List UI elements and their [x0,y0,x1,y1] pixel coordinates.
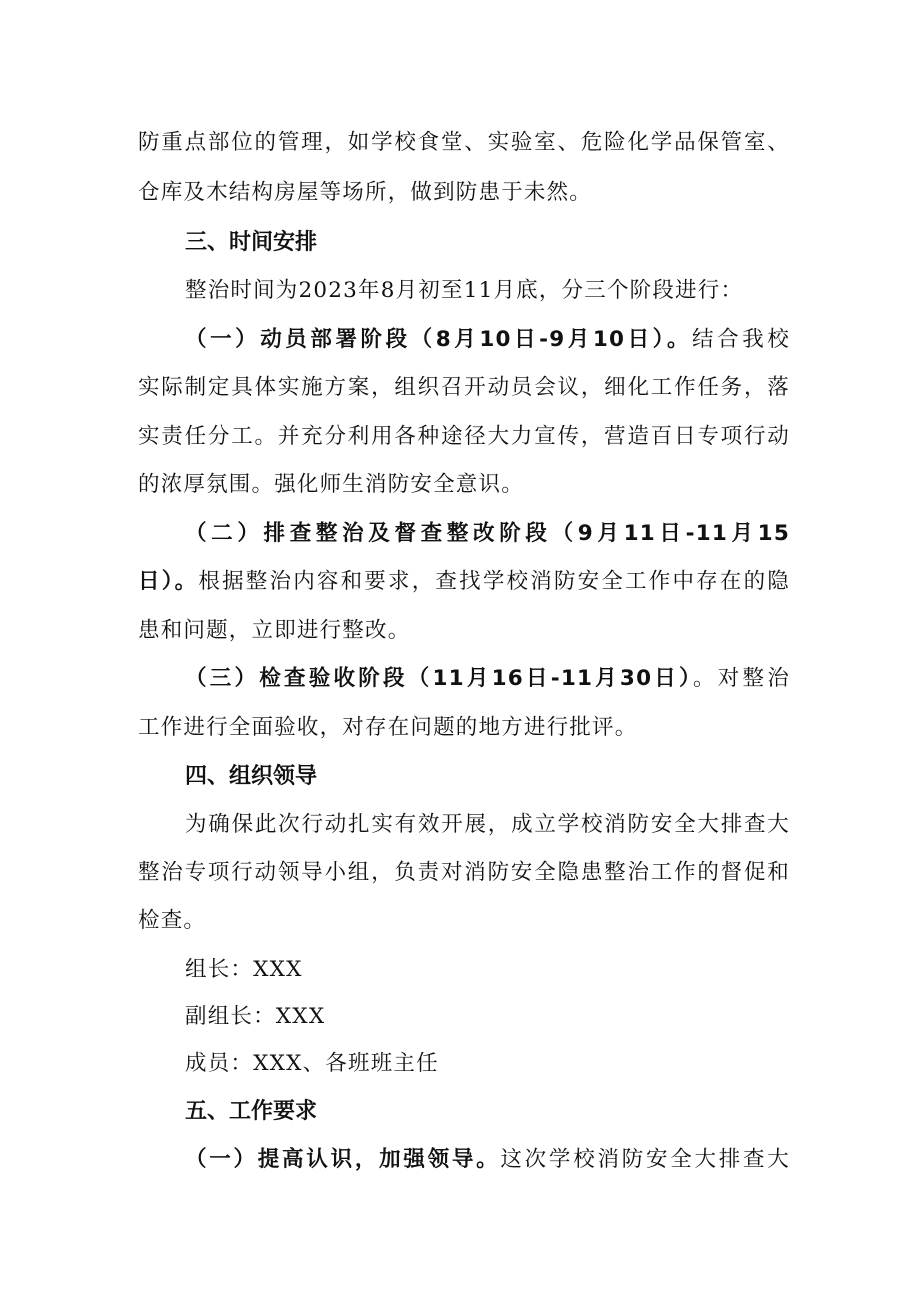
phase-2-text: 根据整治内容和要求，查找学校消防安全工作中存在的隐 [198,569,790,594]
deputy-leader-line: 副组长：XXX [185,1004,326,1029]
body-line: 患和问题，立即进行整改。 [138,618,411,643]
phase-1-line [185,325,790,355]
phase-3-text: 。对整治 [693,666,790,691]
body-line: 防重点部位的管理，如学校食堂、实验室、危险化学品保管室、 [138,130,790,155]
members-line: 成员：XXX、各班班主任 [185,1051,439,1076]
body-line: 仓库及木结构房屋等场所，做到防患于未然。 [138,180,593,205]
body-line: 整治时间为2023年8月初至11月底，分三个阶段进行： [185,278,744,303]
phase-2-line [138,567,790,597]
requirement-1-text: 这次学校消防安全大排查大 [500,1147,790,1172]
phase-2-title-end: 日）。 [138,569,199,594]
section-heading-5: 五、工作要求 [185,1099,318,1124]
body-line: 的浓厚氛围。强化师生消防安全意识。 [138,472,524,497]
requirement-1-line [185,1145,790,1175]
phase-1-text: 结合我校 [692,327,790,352]
body-line: 整治专项行动领导小组，负责对消防安全隐患整治工作的督促和 [138,860,790,885]
requirement-1-title: （一）提高认识，加强领导。 [185,1147,501,1172]
leader-line: 组长：XXX [185,957,303,982]
phase-3-title: （三）检查验收阶段（11月16日-11月30日） [185,666,694,691]
body-line: 工作进行全面验收，对存在问题的地方进行批评。 [138,715,638,740]
phase-3-line [185,664,790,694]
body-line: 检查。 [138,908,207,933]
section-heading-3: 三、时间安排 [185,230,318,255]
phase-2-title: （二）排查整治及督查整改阶段（9月11日-11月15 [185,521,790,546]
body-line: 实际制定具体实施方案，组织召开动员会议，细化工作任务，落 [138,375,790,400]
body-line: 实责任分工。并充分利用各种途径大力宣传，营造百日专项行动 [138,424,790,449]
body-line: 为确保此次行动扎实有效开展，成立学校消防安全大排查大 [185,812,790,837]
phase-1-title: （一）动员部署阶段（8月10日-9月10日）。 [185,327,693,352]
section-heading-4: 四、组织领导 [185,764,318,789]
